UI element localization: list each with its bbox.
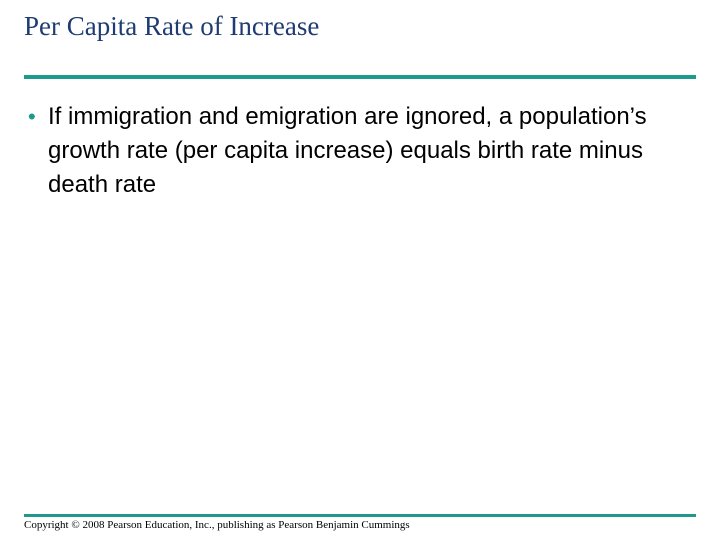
bullet-marker: • [28,104,36,129]
bullet-text: If immigration and emigration are ignored, a population’s growth rate (per capita increase) equals birth rate minus death rate [48,103,647,198]
title-divider [24,75,696,79]
slide-title: Per Capita Rate of Increase [24,11,320,41]
footer-divider [24,514,696,517]
copyright-notice: Copyright © 2008 Pearson Education, Inc., publishing as Pearson Benjamin Cummings [24,519,410,531]
bullet-list [24,100,696,202]
bullet-item [24,100,696,202]
